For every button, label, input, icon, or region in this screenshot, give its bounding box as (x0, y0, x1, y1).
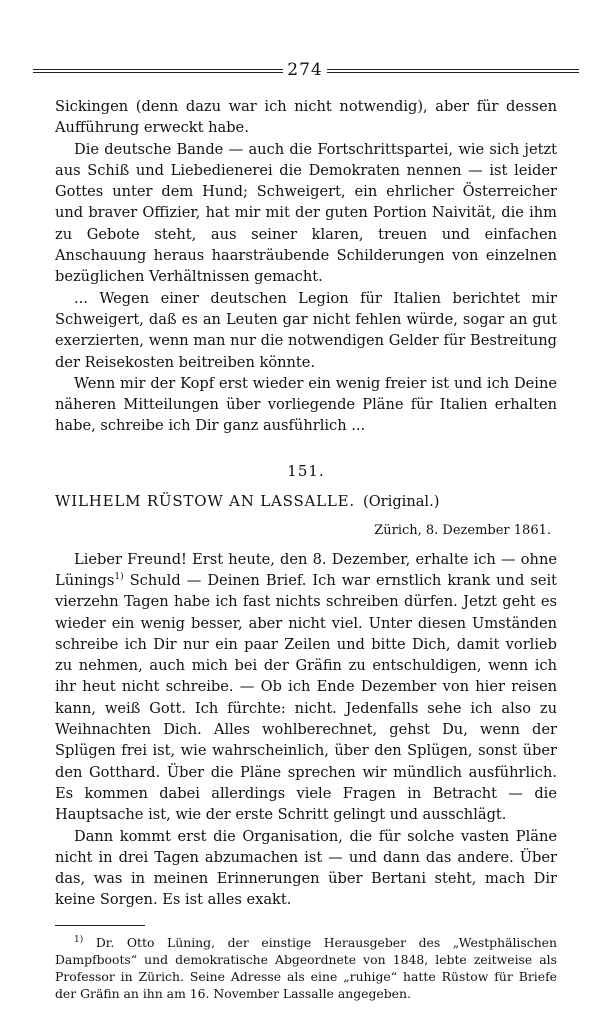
paragraph-text: Lieber Freund! Erst heute, den 8. Dezember, erhalte ich — ohne Lünings (55, 550, 557, 589)
paragraph: ... Wegen einer deutschen Legion für Italien berichtet mir Schweigert, daß es an Leuten gar nicht fehlen würde, sogar an gut exerzierten, wenn man nur die notwendigen Gelder für Bestreitung der Reisekosten beitreiben könnte. (55, 289, 557, 371)
footnote (55, 934, 557, 1002)
letter-heading-title: WILHELM RÜSTOW AN LASSALLE. (55, 492, 356, 511)
letter-heading-note: (Original.) (363, 493, 440, 511)
letter-heading (55, 491, 557, 512)
page-body (55, 96, 557, 1002)
paragraph: Die deutsche Bande — auch die Fortschrittspartei, wie sich jetzt aus Schiß und Liebedienerei die Demokraten nennen — ist leider Gottes unter dem Hund; Schweigert, ein ehrlicher Österreicher und braver Offizier, hat mir mit der guten Portion Naivität, die ihm zu Gebote steht, aus seiner klaren, treuen und einfachen Anschauung heraus haarsträubende Schilderungen von einzelnen bezüglichen Verhältnissen gemacht. (55, 140, 557, 286)
footnote-marker: 1) (74, 934, 84, 945)
letter-number: 151. (287, 461, 325, 480)
paragraph-text: Schuld — Deinen Brief. Ich war ernstlich krank und seit vierzehn Tagen habe ich fast nichts schreiben dürfen. Jetzt geht es wieder ein wenig besser, aber nicht viel. Unter diesen Umständen schreibe ich Dir nur ein paar Zeilen und bitte Dich, damit vorlieb zu nehmen, auch mich bei der Gräfin zu entschuldigen, wenn ich ihr heut nicht schreibe. — Ob ich Ende Dezember von hier reisen kann, weiß Gott. Ich fürchte: nicht. Jedenfalls sehe ich also zu Weihnachten Dich. Alles wohlberechnet, gehst Du, wenn der Splügen frei ist, wie wahrscheinlich, über den Splügen, sonst über den Gotthard. Über die Pläne sprechen wir mündlich ausführlich. Es kommen dabei allerdings viele Fragen in Betracht — die Hauptsache ist, wie der erste Schritt gelingt und ausschlägt. (55, 571, 557, 824)
footnote-reference: 1) (114, 572, 124, 583)
header-rule-left (33, 69, 283, 73)
page-header (33, 58, 579, 80)
paragraph: Sickingen (denn dazu war ich nicht notwendig), aber für dessen Aufführung erweckt habe. (55, 98, 557, 137)
letter-body (55, 549, 557, 911)
page-number: 274 (287, 60, 323, 80)
footnote-rule (55, 925, 145, 926)
paragraph (55, 549, 557, 826)
header-rule-right (327, 69, 579, 73)
paragraph: Dann kommt erst die Organisation, die für solche vasten Pläne nicht in drei Tagen abzumachen ist — und dann das andere. Über das, was in meinen Erinnerungen über Bertani steht, mach Dir keine Sorgen. Es ist alles exakt. (55, 827, 557, 909)
footnote-text: Dr. Otto Lüning, der einstige Herausgeber des „Westphälischen Dampfboots“ und demokratische Abgeordnete von 1848, lebte zeitweise als Professor in Zürich. Seine Adresse als eine „ruhige“ hatte Rüstow für Briefe der Gräfin an ihn am 16. November Lassalle angegeben. (55, 934, 557, 1001)
letter-dateline: Zürich, 8. Dezember 1861. (374, 523, 551, 539)
paragraph: Wenn mir der Kopf erst wieder ein wenig freier ist und ich Deine näheren Mitteilungen über vorliegende Pläne für Italien erhalten habe, schreibe ich Dir ganz ausführlich ... (55, 374, 557, 435)
